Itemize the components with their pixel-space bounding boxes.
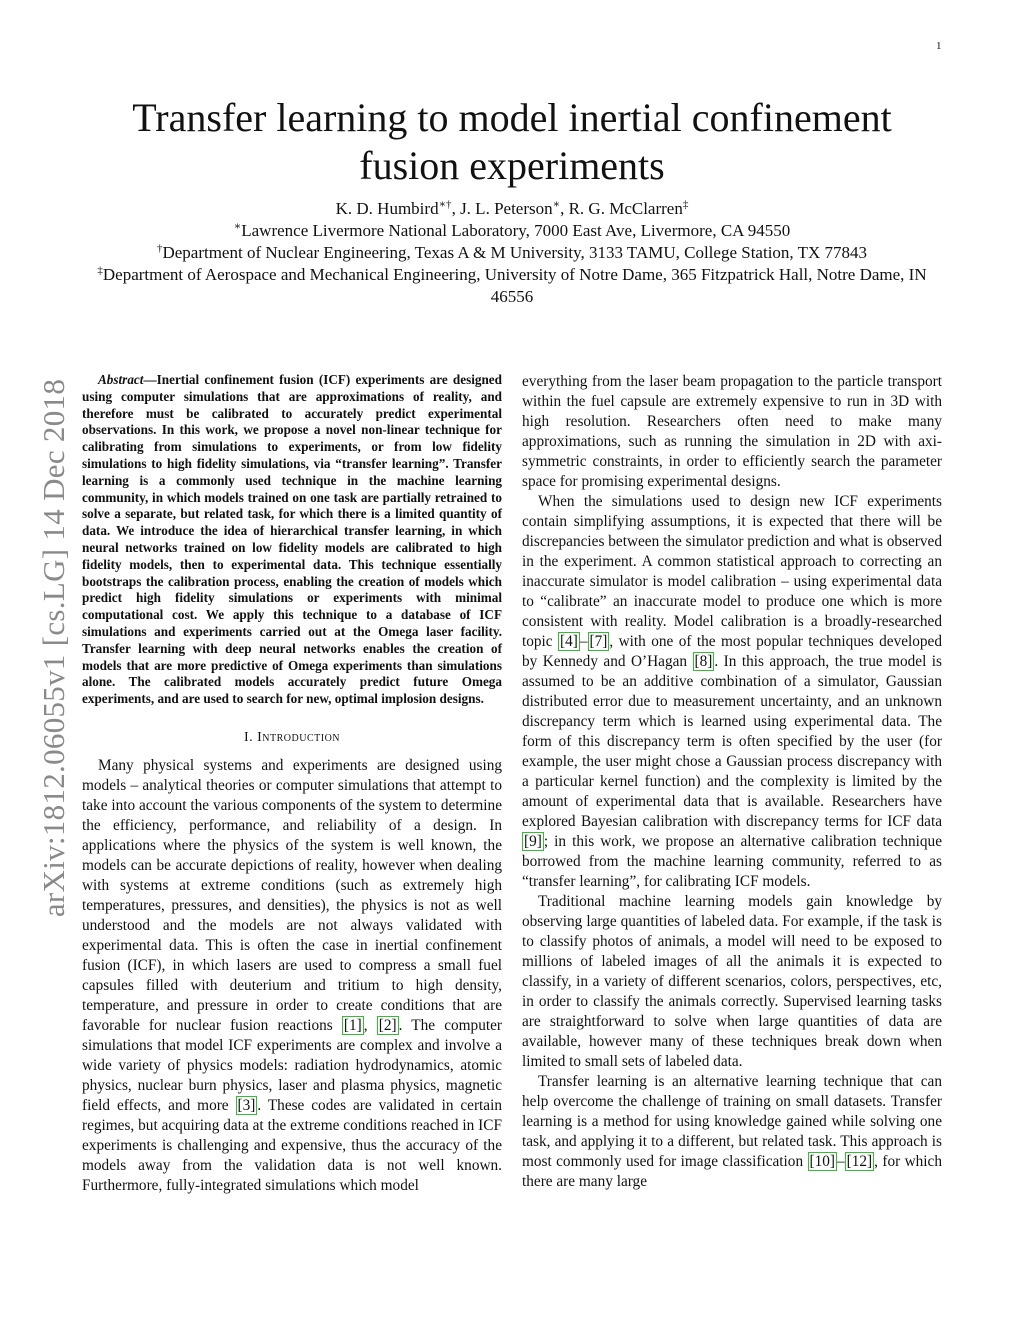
abstract	[82, 372, 502, 708]
intro-paragraph-continued: everything from the laser beam propagation to the particle transport within the fuel capsule are extremely expensive to run in 3D with high resolution. Researchers often need to make many approximations, such as running the simulation in 2D with axi-symmetric constraints, in order to efficiently search the parameter space for promising experimental designs.	[522, 373, 942, 490]
affiliation-mark: ‡	[97, 264, 103, 277]
abstract-label: Abstract	[98, 372, 144, 387]
paragraph-text: , for which there are many large	[522, 1153, 942, 1190]
author-peterson: , J. L. Peterson	[451, 199, 553, 218]
citation-link[interactable]: [2]	[378, 1016, 397, 1034]
paragraph-text: Transfer learning is an alternative learning technique that can help overcome the challenge of training on small datasets. Transfer learning is a method for using knowledge gained while solving one task, and applying it to a different, but related task. This approach is most commonly used for image classification	[522, 1073, 942, 1170]
author-list	[90, 198, 934, 220]
section-title: Introduction	[257, 729, 341, 745]
paragraph-text: Many physical systems and experiments are designed using models – analytical theories or computer simulations that attempt to take into account the various components of the system to determine the efficiency, performance, and reliability of a design. In applications where the physics of the system is well known, the models can be accurate depictions of reality, however when dealing with systems at extreme conditions (such as extremely high temperatures, pressures, and densities), the physics is not as well understood and the models are not always validated with experimental data. This is often the case in inertial confinement fusion (ICF), in which lasers are used to compress a small fuel capsules filled with deuterium and tritium to high density, temperature, and pressure in order to create conditions that are favorable for nuclear fusion reactions	[82, 756, 502, 1034]
affiliation-text: Department of Aerospace and Mechanical Engineering, University of Notre Dame, 365 Fitzpatrick Hall, Notre Dame, IN 46556	[102, 265, 927, 306]
author-mcclarren: , R. G. McClarren	[560, 199, 683, 218]
intro-paragraph-2	[522, 492, 942, 892]
citation-link[interactable]: [8]	[694, 653, 713, 670]
citation-link[interactable]: [7]	[589, 633, 608, 650]
paragraph-text: When the simulations used to design new ICF experiments contain simplifying assumptions, it is expected that there will be discrepancies between the simulator prediction and what is observed in the experiment. A common statistical approach to correcting an inaccurate simulator is model calibration – using experimental data to “calibrate” an inaccurate model to produce one which is more consistent with reality. Model calibration is a broadly-researched topic	[522, 493, 942, 650]
paragraph-text: . The computer simulations that model ICF experiments are complex and involve a wide variety of physics models: radiation hydrodynamics, atomic physics, nuclear burn physics, laser and plasma physics, magnetic field effects, and more	[82, 1016, 502, 1114]
intro-paragraph-1	[82, 756, 502, 1196]
citation-link[interactable]: [4]	[560, 633, 578, 650]
affiliation-tamu	[86, 242, 938, 264]
abstract-text: —Inertial confinement fusion (ICF) experiments are designed using computer simulations that are approximations of reality, and therefore must be calibrated to accurately predict experimental observations. In this work, we propose a novel non-linear technique for calibrating from simulations to experiments, or from low fidelity simulations to high fidelity simulations, via “transfer learning”. Transfer learning is a commonly used technique in the machine learning community, in which models trained on one task are partially retrained to solve a separate, but related task, for which there is a limited quantity of data. We introduce the idea of hierarchical transfer learning, in which neural networks trained on low fidelity models are calibrated to high fidelity models, then to experimental data. This technique essentially bootstraps the calibration process, enabling the creation of models which predict high fidelity simulations or experiments with minimal computational cost. We apply this technique to a database of ICF simulations and experiments carried out at the Omega laser facility. Transfer learning with deep neural networks enables the creation of models that are more predictive of Omega experiments than simulations alone. The calibrated models accurately predict future Omega experiments, and are used to search for new, optimal implosion designs.	[82, 372, 502, 707]
paragraph-text: –	[837, 1153, 845, 1170]
author-humbird-marks: ∗†	[438, 198, 452, 211]
paragraph-text: . In this approach, the true model is assumed to be an additive combination of a simulator, Gaussian distributed error due to measurement uncertainty, and an unknown discrepancy term which is learned using experimental data. The form of this discrepancy term is often specified by the user (for example, the user might chose a Gaussian process discrepancy with a particular kernel function) and the complexity is limited by the amount of experimental data that is available. Researchers have explored Bayesian calibration with discrepancy terms for ICF data	[522, 653, 942, 830]
page-number: 1	[936, 40, 942, 52]
intro-paragraph-3: Traditional machine learning models gain knowledge by observing large quantities of labeled data. For example, if the task is to classify photos of animals, a model will need to be exposed to millions of labeled images of all the animals it is expected to classify, in a variety of different scenarios, colors, perspectives, etc, in order to classify the animals correctly. Supervised learning tasks are straightforward to solve when large quantities of data are available, however many of these techniques break down when limited to small sets of labeled data.	[522, 893, 942, 1070]
arxiv-identifier-stamp: arXiv:1812.06055v1 [cs.LG] 14 Dec 2018	[36, 378, 71, 918]
left-column	[82, 372, 502, 1196]
paragraph-text: . These codes are validated in certain regimes, but acquiring data at the extreme conditions reached in ICF experiments is challenging and expensive, thus the accuracy of the models away from the validation data is not well known. Furthermore, fully-integrated simulations which model	[82, 1096, 502, 1194]
paragraph-text: , with one of the most popular techniques developed by Kennedy and O’Hagan	[522, 633, 942, 670]
affiliation-mark: †	[156, 242, 163, 255]
section-heading-introduction	[82, 728, 502, 748]
citation-link[interactable]: [1]	[343, 1016, 362, 1034]
section-numeral: I.	[243, 729, 254, 745]
author-peterson-marks: ∗	[552, 198, 561, 211]
intro-paragraph-4	[522, 1072, 942, 1192]
paragraph-text: ; in this work, we propose an alternative calibration technique borrowed from the machine learning community, referred to as “transfer learning”, for calibrating ICF models.	[522, 833, 942, 890]
paper-title: Transfer learning to model inertial confinement fusion experiments	[132, 95, 892, 188]
citation-link[interactable]: [12]	[846, 1153, 873, 1170]
paragraph-text: –	[579, 633, 588, 650]
right-column	[522, 372, 942, 1192]
affiliation-text: Lawrence Livermore National Laboratory, 7000 East Ave, Livermore, CA 94550	[241, 221, 791, 240]
author-humbird: K. D. Humbird	[335, 199, 439, 218]
citation-link[interactable]: [3]	[237, 1096, 256, 1114]
citation-link[interactable]: [10]	[809, 1153, 835, 1170]
affiliation-text: Department of Nuclear Engineering, Texas A & M University, 3133 TAMU, College Station, TX 77843	[162, 243, 868, 262]
affiliation-notre-dame	[86, 264, 938, 308]
author-mcclarren-marks: ‡	[682, 198, 689, 211]
affiliation-mark: ∗	[233, 220, 242, 233]
paragraph-text: ,	[363, 1016, 377, 1034]
affiliation-llnl	[86, 220, 938, 242]
citation-link[interactable]: [9]	[524, 833, 542, 850]
